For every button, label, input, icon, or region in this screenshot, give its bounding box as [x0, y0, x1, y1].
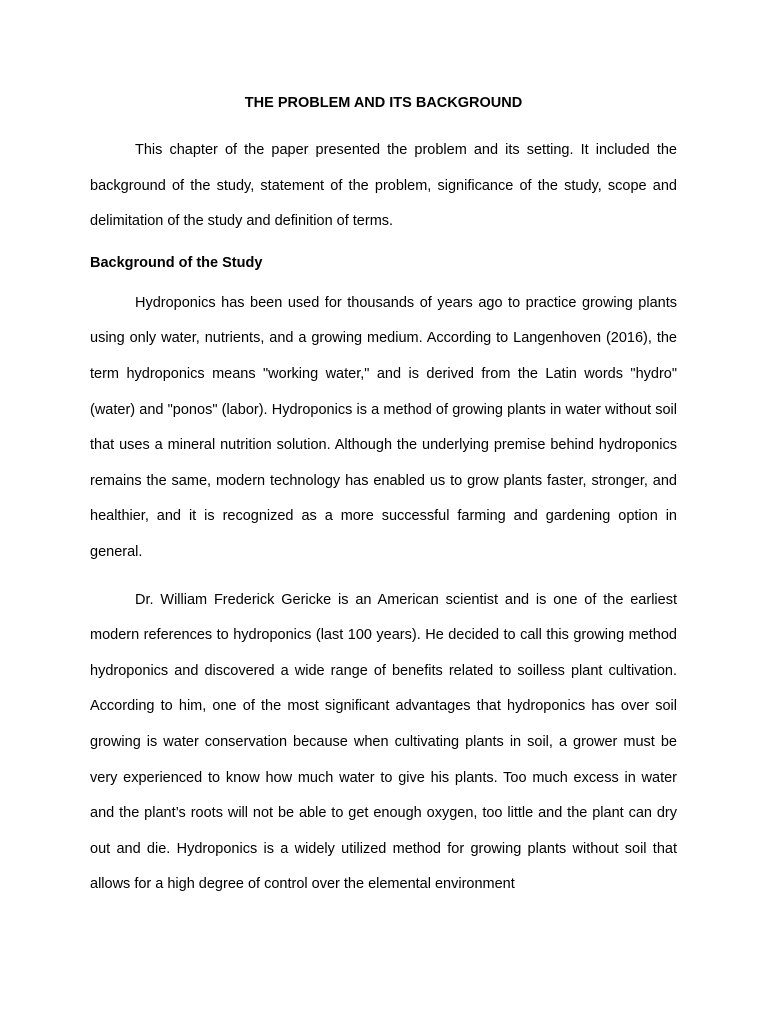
- section-heading: Background of the Study: [90, 254, 263, 271]
- background-paragraph-2: Dr. William Frederick Gericke is an American scientist and is one of the earliest modern references to hydroponics (last 100 years). He decided to call this growing method hydroponics and discovered a wide range of benefits related to soilless plant cultivation. According to him, one of the most significant advantages that hydroponics has over soil growing is water conservation because when cultivating plants in soil, a grower must be very experienced to know how much water to give his plants. Too much excess in water and the plant’s roots will not be able to get enough oxygen, too little and the plant can dry out and die. Hydroponics is a widely utilized method for growing plants without soil that allows for a high degree of control over the elemental environment: [90, 591, 677, 893]
- background-paragraph-1: Hydroponics has been used for thousands of years ago to practice growing plants using only water, nutrients, and a growing medium. According to Langenhoven (2016), the term hydroponics means "working water," and is derived from the Latin words "hydro" (water) and "ponos" (labor). Hydroponics is a method of growing plants in water without soil that uses a mineral nutrition solution. Although the underlying premise behind hydroponics remains the same, modern technology has enabled us to grow plants faster, stronger, and healthier, and it is recognized as a more successful farming and gardening option in general.: [90, 294, 677, 560]
- chapter-title: THE PROBLEM AND ITS BACKGROUND: [244, 95, 523, 111]
- intro-paragraph: This chapter of the paper presented the problem and its setting. It included the background of the study, statement of the problem, significance of the study, scope and delimitation of the study and definition of terms.: [90, 142, 677, 230]
- document-body: [90, 94, 677, 903]
